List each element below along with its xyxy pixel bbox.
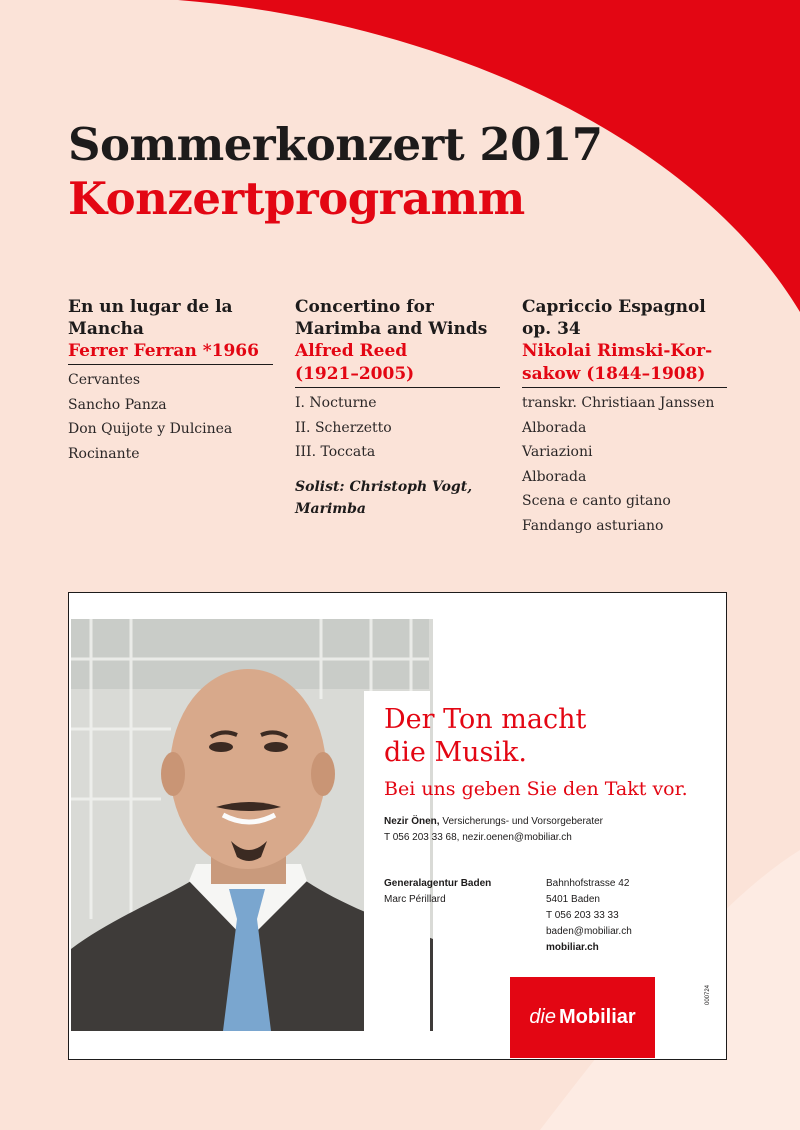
advertisement — [68, 592, 727, 1060]
contact-name: Nezir Önen, — [384, 816, 440, 827]
composer-line: sakow (1844–1908) — [522, 364, 706, 384]
composer — [68, 340, 273, 365]
headline-line: Der Ton macht — [384, 704, 587, 735]
ad-code: 000724 — [705, 984, 711, 1005]
address-info — [546, 876, 632, 956]
headline-line: die Musik. — [384, 737, 527, 768]
movement: Sancho Panza — [68, 396, 167, 413]
movement: Rocinante — [68, 445, 140, 462]
soloist — [295, 476, 500, 520]
program-piece-1 — [68, 296, 273, 466]
movement: Alborada — [522, 468, 587, 485]
composer-line: Alfred Reed — [295, 341, 408, 361]
piece-title-line: Mancha — [68, 319, 144, 339]
movement: Alborada — [522, 419, 587, 436]
piece-title-line: Marimba and Winds — [295, 319, 488, 339]
movement: III. Toccata — [295, 444, 376, 460]
agency-info — [384, 876, 491, 908]
movement: Don Quijote y Dulcinea — [68, 421, 233, 437]
address-web: mobiliar.ch — [546, 942, 599, 953]
movement: I. Nocturne — [295, 395, 377, 411]
soloist-line: Solist: Christoph Vogt, — [295, 478, 473, 495]
piece-title-line: En un lugar de la — [68, 297, 233, 317]
piece-title-line: Capriccio Espagnol — [522, 297, 706, 317]
mobiliar-logo — [510, 977, 655, 1058]
ad-headline — [384, 703, 586, 769]
title-line-2: Konzertprogramm — [68, 172, 525, 225]
address-city: 5401 Baden — [546, 894, 600, 905]
address-street: Bahnhofstrasse 42 — [546, 878, 630, 889]
piece-title — [522, 296, 727, 340]
composer-line: (1921–2005) — [295, 364, 415, 384]
agency-name: Generalagentur Baden — [384, 878, 492, 889]
page-title — [68, 118, 603, 226]
arranger-note: transkr. Christiaan Janssen — [522, 395, 715, 411]
logo-die: die — [529, 1006, 557, 1028]
agency-person: Marc Périllard — [384, 894, 446, 905]
piece-title — [68, 296, 273, 340]
contact-info — [384, 814, 603, 846]
program-piece-2 — [295, 296, 500, 520]
movement: Variazioni — [522, 444, 593, 460]
title-line-1: Sommerkonzert 2017 — [68, 118, 603, 171]
address-email: baden@mobiliar.ch — [546, 926, 632, 937]
contact-role: Versicherungs- und Vorsorgeberater — [439, 816, 604, 827]
address-phone: T 056 203 33 33 — [546, 910, 619, 921]
movement: II. Scherzetto — [295, 419, 392, 436]
composer-line: Nikolai Rimski-Kor- — [522, 341, 713, 361]
composer-line: Ferrer Ferran *1966 — [68, 341, 259, 361]
piece-title-line: op. 34 — [522, 319, 581, 339]
piece-title-line: Concertino for — [295, 297, 434, 317]
movement: Scena e canto gitano — [522, 493, 671, 509]
logo-name: Mobiliar — [559, 1006, 636, 1028]
ad-subline: Bei uns geben Sie den Takt vor. — [384, 778, 688, 800]
contact-phone-email: T 056 203 33 68, nezir.oenen@mobiliar.ch — [384, 832, 572, 843]
program-piece-3 — [522, 296, 727, 538]
composer — [522, 340, 727, 388]
movement: Fandango asturiano — [522, 517, 664, 534]
piece-title — [295, 296, 500, 340]
soloist-line: Marimba — [295, 500, 366, 517]
movement: Cervantes — [68, 372, 141, 388]
composer — [295, 340, 500, 388]
